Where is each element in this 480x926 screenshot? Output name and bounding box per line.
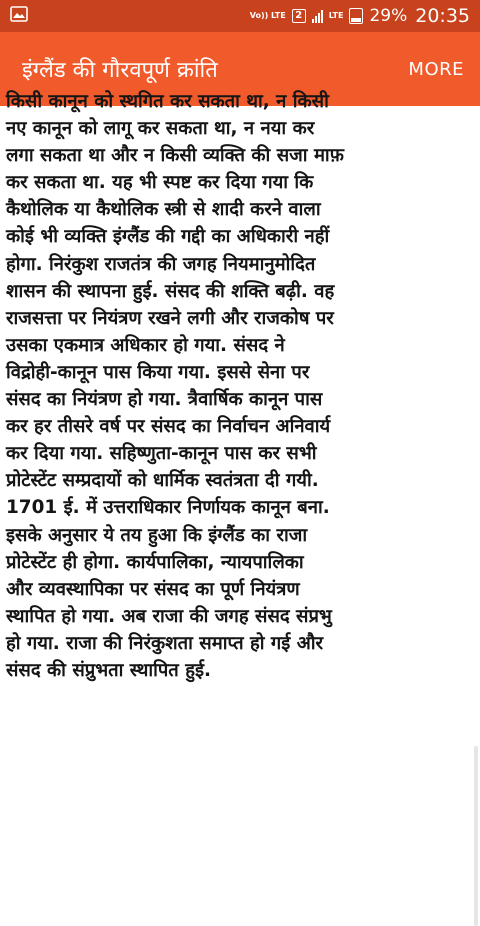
- sim2-icon: 2: [292, 9, 306, 23]
- image-notification-icon: [10, 6, 28, 26]
- lte-icon: LTE: [328, 11, 344, 20]
- status-right: [250, 5, 470, 27]
- article-scroll-area[interactable]: [0, 91, 480, 854]
- status-clock: 20:35: [415, 5, 470, 27]
- page-title: इंग्लैंड की गौरवपूर्ण क्रांति: [22, 58, 218, 83]
- battery-percent: 29%: [369, 6, 408, 26]
- battery-icon: [349, 8, 363, 24]
- article-body: किसी कानून को स्थगित कर सकता था, न किसी नए कानून को लागू कर सकता था, न नया कर लगा सकता था और न किसी व्यक्ति की सजा माफ़ कर सकता था. यह भी स्पष्ट कर दिया गया कि कैथोलिक या कैथोलिक स्त्री से शादी करने वाला कोई भी व्यक्ति इंग्लैंड की गद्दी का अधिकारी नहीं होगा. निरंकुश राजतंत्र की जगह नियमानुमोदित शासन की स्थापना हुई. संसद की शक्ति बढ़ी. वह राजसत्ता पर नियंत्रण रखने लगी और राजकोष पर उसका एकमात्र अधिकार हो गया. संसद ने विद्रोही-कानून पास किया गया. इससे सेना पर संसद का नियंत्रण हो गया. त्रैवार्षिक कानून पास कर हर तीसरे वर्ष पर संसद का निर्वाचन अनिवार्य कर दिया गया. सहिष्णुता-कानून पास कर सभी प्रोटेस्टेंट सम्प्रदायों को धार्मिक स्वतंत्रता दी गयी. 1701 ई. में उत्तराधिकार निर्णायक कानून बना. इसके अनुसार ये तय हुआ कि इंग्लैंड का राजा प्रोटेस्टेंट ही होगा. कार्यपालिका, न्यायपालिका और व्यवस्थापिका पर संसद का पूर्ण नियंत्रण स्थापित हो गया. अब राजा की जगह संसद संप्रभु हो गया. राजा की निरंकुशता समाप्त हो गई और संसद की संप्रुभता स्थापित हुई.: [6, 91, 344, 681]
- status-left: [10, 6, 28, 26]
- volte-icon: Vo)) LTE: [249, 11, 286, 20]
- status-bar: [0, 0, 480, 32]
- scrollbar[interactable]: [474, 746, 478, 926]
- signal-icon: [312, 9, 323, 23]
- more-button[interactable]: MORE: [408, 58, 464, 80]
